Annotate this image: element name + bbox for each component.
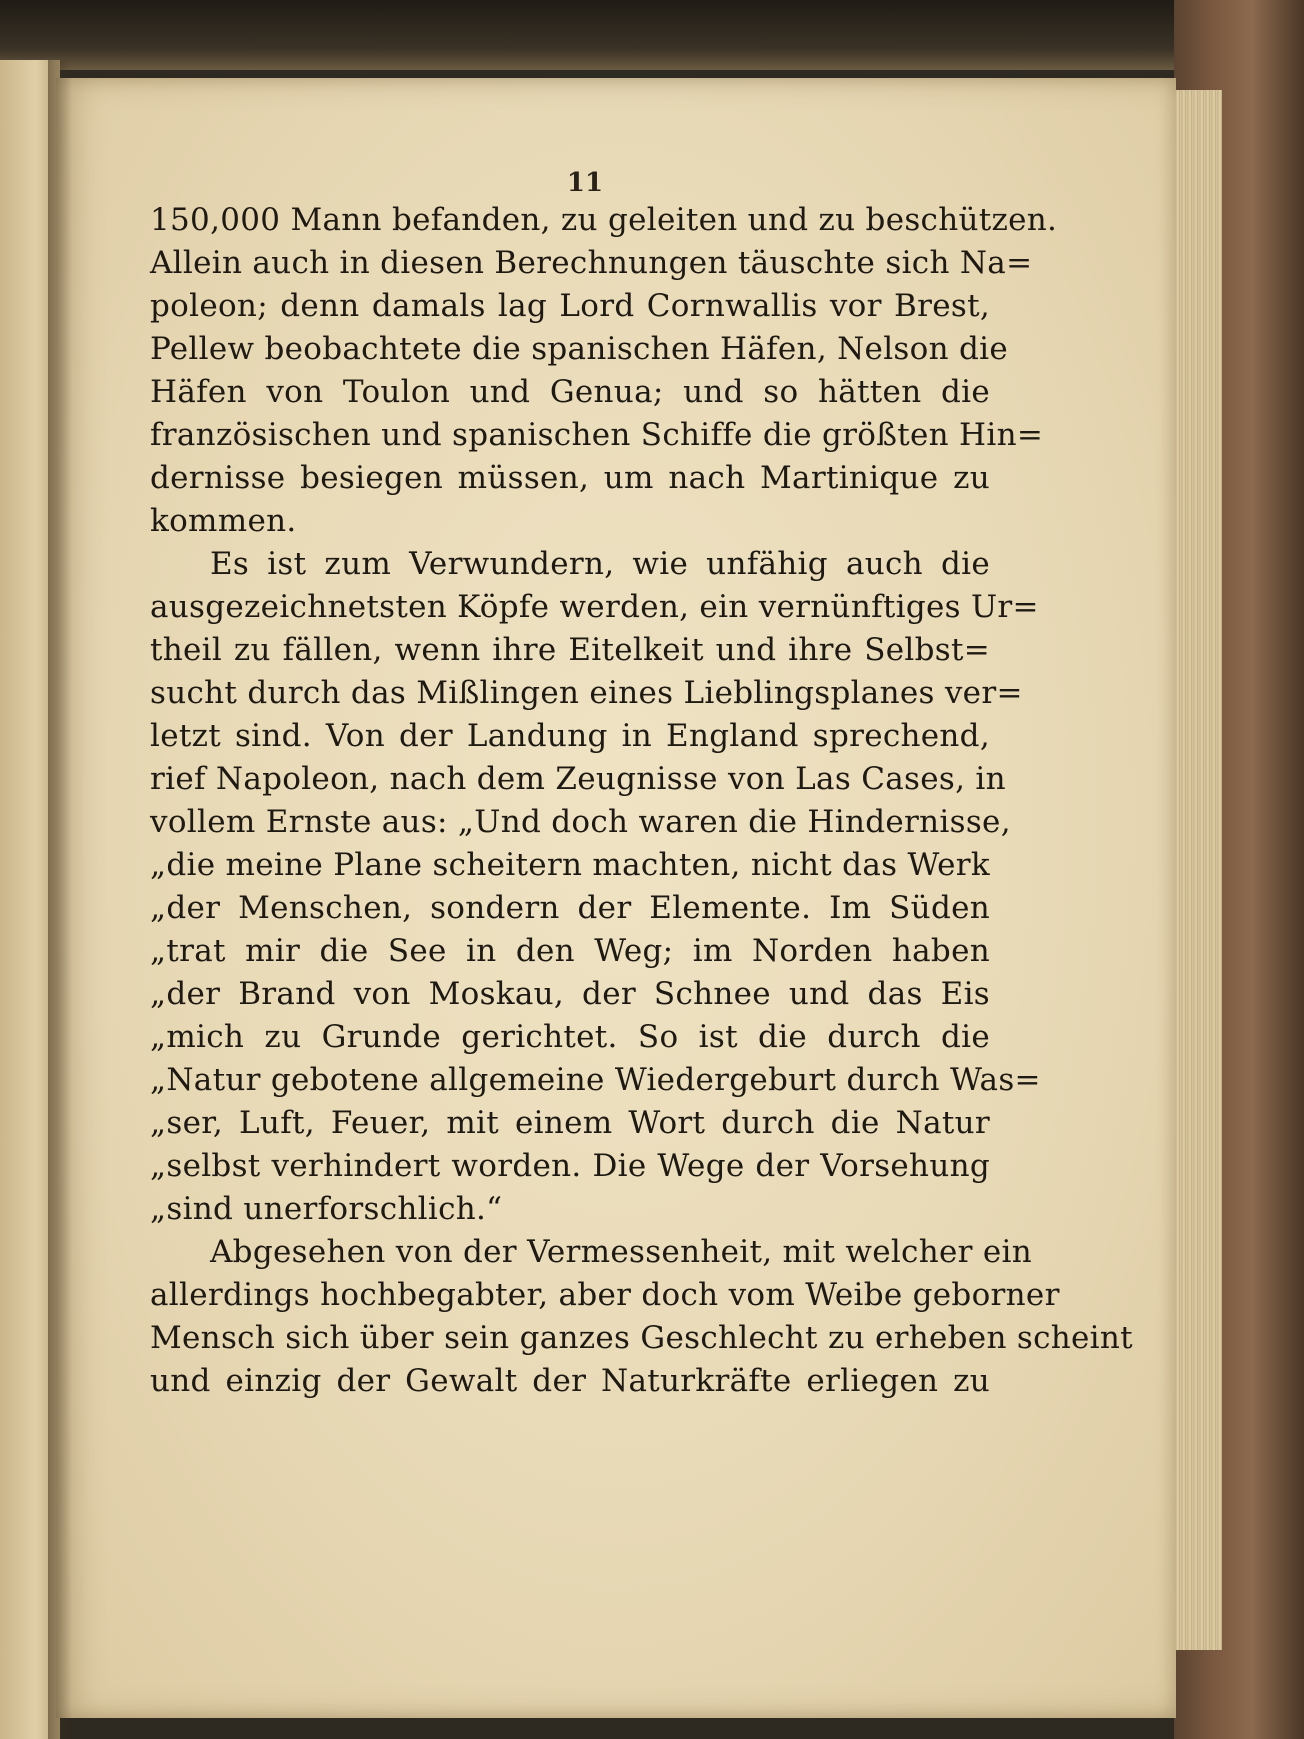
- text-line: dernisse besiegen müssen, um nach Martinique zu: [150, 460, 990, 496]
- text-line: Mensch sich über sein ganzes Geschlecht zu erheben scheint: [150, 1320, 1133, 1356]
- text-line: poleon; denn damals lag Lord Cornwallis vor Brest,: [150, 288, 990, 324]
- text-line: „Natur gebotene allgemeine Wiedergeburt durch Was=: [150, 1062, 1041, 1098]
- text-line: „mich zu Grunde gerichtet. So ist die durch die: [150, 1019, 990, 1055]
- page-edges: [1168, 90, 1222, 1650]
- text-line: und einzig der Gewalt der Naturkräfte erliegen zu: [150, 1363, 990, 1399]
- text-line: „der Menschen, sondern der Elemente. Im Süden: [150, 890, 990, 926]
- text-line: Häfen von Toulon und Genua; und so hätten die: [150, 374, 990, 410]
- text-line: vollem Ernste aus: „Und doch waren die Hindernisse,: [150, 804, 1011, 840]
- text-line: „ser, Luft, Feuer, mit einem Wort durch die Natur: [150, 1105, 990, 1141]
- text-line: Allein auch in diesen Berechnungen täuschte sich Na=: [150, 245, 1033, 281]
- text-line: Es ist zum Verwundern, wie unfähig auch die: [210, 546, 990, 582]
- book-top-edge: [0, 0, 1304, 70]
- text-line: „selbst verhindert worden. Die Wege der Vorsehung: [150, 1148, 990, 1184]
- text-line: „trat mir die See in den Weg; im Norden haben: [150, 933, 990, 969]
- text-line: sucht durch das Mißlingen eines Lieblingsplanes ver=: [150, 675, 1023, 711]
- page-number: 11: [566, 168, 604, 198]
- text-line: ausgezeichnetsten Köpfe werden, ein vernünftiges Ur=: [150, 589, 1039, 625]
- text-line: theil zu fällen, wenn ihre Eitelkeit und ihre Selbst=: [150, 632, 990, 668]
- text-line: Pellew beobachtete die spanischen Häfen, Nelson die: [150, 331, 1009, 367]
- text-line: „der Brand von Moskau, der Schnee und das Eis: [150, 976, 990, 1012]
- text-line: „die meine Plane scheitern machten, nicht das Werk: [150, 847, 990, 883]
- text-line: Abgesehen von der Vermessenheit, mit welcher ein: [210, 1234, 1033, 1270]
- text-line: französischen und spanischen Schiffe die größten Hin=: [150, 417, 1044, 453]
- text-line: allerdings hochbegabter, aber doch vom Weibe geborner: [150, 1277, 1060, 1313]
- text-line: kommen.: [150, 503, 297, 539]
- text-line: 150,000 Mann befanden, zu geleiten und zu beschützen.: [150, 202, 1058, 238]
- spine-shadow: [48, 60, 72, 1739]
- text-line: „sind unerforschlich.“: [150, 1191, 503, 1227]
- text-line: letzt sind. Von der Landung in England sprechend,: [150, 718, 990, 754]
- text-line: rief Napoleon, nach dem Zeugnisse von Las Cases, in: [150, 761, 1006, 797]
